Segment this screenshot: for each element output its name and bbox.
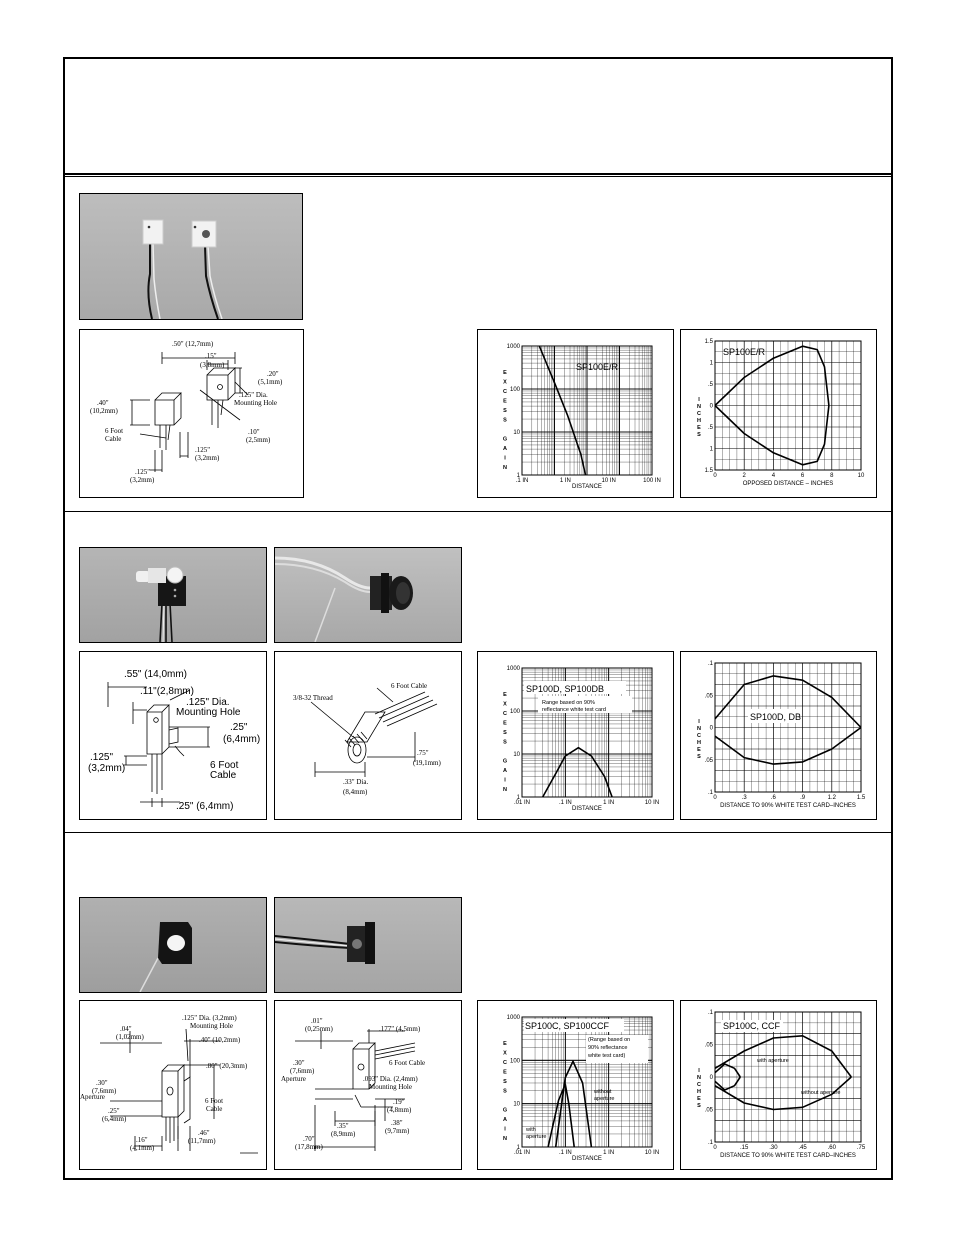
- x-tick-label: .01 IN: [513, 800, 531, 806]
- dim-004-mm: (1,02mm): [116, 1033, 144, 1041]
- y-axis-label-char: G: [502, 436, 508, 443]
- dim-019: .19": [393, 1098, 405, 1106]
- x-tick-label: 100 IN: [643, 478, 661, 484]
- y-axis-label-char: I: [504, 455, 506, 462]
- sp100d-photo: [79, 547, 267, 643]
- y-axis-label-char: I: [698, 719, 700, 725]
- y-axis-label-char: H: [697, 418, 701, 424]
- x-tick-label: 0: [713, 1145, 717, 1151]
- mounting-hole-label: Mounting Hole: [369, 1083, 412, 1091]
- chart-title: SP100C, CCF: [723, 1021, 781, 1031]
- y-axis-label-char: E: [503, 1069, 507, 1076]
- chart-sp100er-gain: [477, 329, 674, 498]
- dim-040: .40": [97, 399, 109, 407]
- dim-016-mm: (4,1mm): [130, 1144, 155, 1152]
- y-tick-label: 0: [709, 1075, 713, 1081]
- dim-040-mm: (10,2mm): [90, 407, 118, 415]
- aperture-label: Aperture: [80, 1093, 105, 1101]
- y-axis-label-char: I: [698, 397, 700, 403]
- y-axis-label-char: G: [502, 758, 508, 765]
- dim-070: .70": [303, 1135, 315, 1143]
- dim-046: .46": [198, 1129, 210, 1137]
- x-tick-label: 4: [771, 473, 776, 479]
- mounting-hole-label: Mounting Hole: [190, 1022, 233, 1030]
- dim-010-mm: (2,5mm): [246, 436, 271, 444]
- x-tick-label: .01 IN: [513, 1150, 531, 1156]
- dim-0125: .125": [90, 752, 114, 763]
- y-tick-label: 1000: [506, 344, 520, 350]
- series-line: [715, 406, 829, 465]
- dim-038-mm: (9,7mm): [385, 1127, 410, 1135]
- y-axis-label-char: N: [697, 404, 701, 410]
- dim-025: .25": [230, 722, 248, 733]
- y-axis-label-char: C: [503, 389, 507, 395]
- y-axis-label-char: I: [698, 1068, 700, 1074]
- dim-015-mm: (3,8mm): [200, 361, 225, 369]
- sp100er-photo: [79, 193, 303, 320]
- dim-050: .50" (12,7mm): [172, 340, 214, 348]
- chart-annotation: without aperture: [801, 1090, 841, 1096]
- x-tick-label: .45: [798, 1145, 807, 1151]
- chart-annotation: with aperture: [757, 1058, 789, 1064]
- y-tick-label: .5: [707, 425, 713, 431]
- y-axis-label-char: E: [503, 692, 507, 698]
- y-axis-label-char: E: [697, 747, 701, 753]
- x-axis-label: DISTANCE: [572, 484, 602, 490]
- y-axis-label-char: C: [503, 1060, 507, 1066]
- dim-075-mm: (19,1mm): [413, 759, 441, 767]
- y-axis-label-char: X: [503, 379, 507, 386]
- dim-038: .38": [391, 1119, 403, 1127]
- y-axis-label-char: S: [503, 1088, 507, 1095]
- x-tick-label: .60: [827, 1145, 836, 1151]
- y-axis-label-char: N: [697, 1075, 701, 1081]
- y-axis-label-char: A: [503, 446, 507, 452]
- sp100er-dimension-drawing: [79, 329, 304, 498]
- y-axis-label-char: N: [503, 1136, 507, 1142]
- chart-grid: [715, 663, 861, 792]
- dim-025-mm: (6,4mm): [223, 734, 261, 745]
- cable-label: Cable: [206, 1105, 223, 1113]
- dim-075: .75": [417, 749, 429, 757]
- y-axis-label-char: E: [503, 720, 507, 727]
- chart-title: SP100E/R: [576, 362, 619, 372]
- cable-label: Cable: [210, 770, 237, 781]
- cable-length: 6 Foot: [105, 427, 124, 435]
- x-tick-label: 6: [800, 473, 805, 479]
- dim-030: .30": [96, 1079, 108, 1087]
- y-axis-label-char: S: [503, 1079, 507, 1085]
- dim-025: .25": [108, 1107, 120, 1115]
- dim-025-bottom: .25" (6,4mm): [176, 801, 234, 812]
- y-axis-label-char: E: [503, 370, 507, 376]
- dim-025-mm: (6,4mm): [102, 1115, 127, 1123]
- y-tick-label: .05: [704, 693, 713, 700]
- x-tick-label: 10 IN: [601, 478, 616, 484]
- y-axis-label-char: I: [504, 1126, 506, 1133]
- x-tick-label: 1.2: [827, 795, 836, 801]
- mounting-hole-dia: .125" Dia.: [239, 391, 268, 399]
- cable-length: 6 Foot: [210, 760, 239, 771]
- x-tick-label: 0: [713, 795, 717, 801]
- y-tick-label: .05: [704, 757, 713, 764]
- chart-sp100d-beam: [680, 651, 877, 820]
- dim-001-mm: (0,25mm): [305, 1025, 333, 1033]
- dim-0125-left: .125": [135, 468, 151, 476]
- y-tick-label: 0: [709, 403, 713, 410]
- y-axis-label-char: E: [503, 1041, 507, 1047]
- chart-grid: [715, 341, 861, 470]
- x-tick-label: .15: [740, 1145, 749, 1151]
- x-tick-label: 10: [857, 473, 865, 479]
- y-tick-label: 1: [709, 360, 713, 367]
- dim-004: .04": [120, 1025, 132, 1033]
- y-tick-label: 10: [513, 752, 520, 758]
- y-axis-label-char: S: [503, 739, 507, 746]
- y-tick-label: 1.5: [704, 339, 713, 345]
- chart-title: SP100D, DB: [750, 712, 802, 722]
- y-axis-label-char: C: [697, 733, 701, 739]
- dim-0125-right-mm: (3,2mm): [195, 454, 220, 462]
- x-axis-label: OPPOSED DISTANCE – INCHES: [742, 481, 834, 487]
- dim-033-mm: (8,4mm): [343, 788, 368, 796]
- dim-0177: .177" (4,5mm): [379, 1025, 421, 1033]
- dim-011: .11"(2,8mm): [140, 686, 194, 697]
- y-axis-label-char: G: [502, 1107, 508, 1114]
- dim-001: .01": [311, 1017, 323, 1025]
- chart-annotation: 90% reflectance: [588, 1045, 628, 1051]
- chart-sp100er-beam: [680, 329, 877, 498]
- mounting-hole-dia: .125" Dia. (3,2mm): [182, 1014, 237, 1022]
- chart-sp100d-gain: [477, 651, 674, 820]
- y-tick-label: .1: [707, 1140, 713, 1146]
- x-tick-label: .9: [800, 795, 806, 801]
- y-tick-label: .5: [707, 382, 713, 388]
- y-axis-label-char: E: [697, 425, 701, 431]
- y-axis-label-char: E: [503, 398, 507, 405]
- y-axis-label-char: A: [503, 1117, 507, 1123]
- series-line: [543, 748, 612, 797]
- y-axis-label-char: I: [504, 777, 506, 784]
- dim-030: .30": [293, 1059, 305, 1067]
- dim-016: .16": [136, 1136, 148, 1144]
- dim-033: .33" Dia.: [343, 778, 369, 786]
- dim-019-mm: (4,8mm): [387, 1106, 412, 1114]
- sp100c-photo: [79, 897, 267, 993]
- y-axis-label-char: C: [503, 711, 507, 717]
- header-separator-inner: [65, 176, 891, 177]
- sp100db-photo: [274, 547, 462, 643]
- y-axis-label-char: S: [697, 754, 701, 760]
- dim-030-mm: (7,6mm): [92, 1087, 117, 1095]
- dim-035-mm: (8,9mm): [331, 1130, 356, 1138]
- x-tick-label: .1 IN: [558, 800, 572, 806]
- x-axis-label: DISTANCE TO 90% WHITE TEST CARD–INCHES: [720, 1153, 856, 1159]
- y-axis-label-char: N: [503, 465, 507, 471]
- header-separator: [65, 173, 891, 175]
- y-tick-label: 1: [709, 446, 713, 453]
- sp100db-dimension-drawing: [274, 651, 462, 820]
- y-axis-label-char: E: [697, 1096, 701, 1102]
- y-axis-label-char: H: [697, 740, 701, 746]
- chart-sp100c-gain: [477, 1000, 674, 1170]
- x-tick-label: 8: [830, 473, 834, 479]
- cable-label: Cable: [105, 435, 122, 443]
- sp100ccf-dimension-drawing: [274, 1000, 462, 1170]
- x-tick-label: 1 IN: [603, 800, 615, 806]
- dim-040: .40" (10,2mm): [199, 1036, 241, 1044]
- y-tick-label: 1: [516, 1145, 520, 1151]
- cable-length: 6 Foot: [205, 1097, 224, 1105]
- y-tick-label: 1: [516, 473, 520, 479]
- dim-046-mm: (11,7mm): [188, 1137, 216, 1145]
- y-axis-label-char: N: [503, 787, 507, 793]
- y-tick-label: .1: [707, 1010, 713, 1016]
- chart-annotation: (Range based on: [588, 1037, 631, 1043]
- x-tick-label: 1.5: [856, 795, 866, 801]
- y-axis-label-char: X: [503, 1050, 507, 1057]
- chart-annotation: Range based on 90%: [542, 700, 595, 706]
- y-axis-label-char: H: [697, 1089, 701, 1095]
- x-tick-label: .3: [741, 795, 747, 801]
- y-axis-label-char: C: [697, 1082, 701, 1088]
- chart-annotation: reflectance white test card: [542, 707, 606, 713]
- y-tick-label: 10: [513, 1101, 520, 1108]
- section-separator-1: [65, 511, 891, 512]
- x-tick-label: .1 IN: [558, 1150, 572, 1156]
- dim-0125-mm: (3,2mm): [88, 763, 126, 774]
- y-tick-label: 100: [509, 1058, 520, 1065]
- dim-020-mm: (5,1mm): [258, 378, 283, 386]
- x-tick-label: 10 IN: [644, 1150, 660, 1156]
- y-tick-label: 1000: [506, 1015, 520, 1021]
- x-axis-label: DISTANCE: [572, 806, 602, 812]
- dim-055: .55" (14,0mm): [124, 669, 188, 680]
- x-tick-label: 1 IN: [603, 1150, 615, 1156]
- thread-label: 3/8-32 Thread: [293, 694, 333, 702]
- dim-035: .35": [337, 1122, 349, 1130]
- chart-title: SP100E/R: [723, 347, 766, 357]
- y-axis-label-char: X: [503, 701, 507, 708]
- y-tick-label: 1: [516, 795, 520, 801]
- chart-annotation: white test card): [588, 1053, 626, 1059]
- aperture-label: Aperture: [281, 1075, 306, 1083]
- chart-annotation: without: [594, 1089, 612, 1095]
- section-separator-2: [65, 832, 891, 833]
- y-axis-label-char: S: [503, 730, 507, 736]
- x-tick-label: .75: [856, 1145, 866, 1151]
- sp100c-dimension-drawing: [79, 1000, 267, 1170]
- mounting-hole-dia: .125" Dia.: [186, 697, 230, 708]
- chart-sp100c-beam: [680, 1000, 877, 1170]
- dim-0125-right: .125": [195, 446, 211, 454]
- y-tick-label: 1.5: [704, 468, 713, 474]
- mounting-hole-label: Mounting Hole: [234, 399, 277, 407]
- y-tick-label: 100: [509, 709, 520, 715]
- dim-015: .15": [205, 352, 217, 360]
- y-tick-label: 1000: [506, 666, 520, 672]
- chart-annotation: aperture: [526, 1134, 547, 1140]
- chart-annotation: aperture: [594, 1096, 615, 1102]
- x-tick-label: 10 IN: [644, 800, 660, 806]
- mounting-hole-label: Mounting Hole: [176, 707, 241, 718]
- y-tick-label: .05: [704, 1042, 713, 1049]
- dim-080: .80" (20,3mm): [206, 1062, 248, 1070]
- x-tick-label: .1 IN: [515, 478, 529, 484]
- y-tick-label: 10: [513, 430, 520, 436]
- x-tick-label: .6: [770, 795, 776, 801]
- x-axis-label: DISTANCE: [572, 1156, 602, 1162]
- cable-label: 6 Foot Cable: [391, 682, 428, 690]
- y-axis-label-char: S: [503, 417, 507, 424]
- y-axis-label-char: A: [503, 768, 507, 774]
- y-axis-label-char: C: [697, 411, 701, 417]
- sp100ccf-photo: [274, 897, 462, 993]
- x-tick-label: 2: [742, 473, 746, 479]
- x-tick-label: .30: [769, 1145, 778, 1151]
- x-axis-label: DISTANCE TO 90% WHITE TEST CARD–INCHES: [720, 803, 856, 809]
- mounting-hole-dia: .093" Dia. (2,4mm): [363, 1075, 418, 1083]
- chart-title: SP100D, SP100DB: [526, 684, 605, 694]
- y-tick-label: .1: [707, 790, 713, 796]
- y-tick-label: .1: [707, 661, 713, 667]
- y-axis-label-char: S: [697, 432, 701, 438]
- dim-020: .20": [267, 370, 279, 378]
- cable-label: 6 Foot Cable: [389, 1059, 426, 1067]
- chart-annotation: with: [526, 1127, 536, 1133]
- dim-030-mm: (7,6mm): [290, 1067, 315, 1075]
- dim-010: .10": [248, 428, 260, 436]
- x-tick-label: 1 IN: [559, 478, 571, 484]
- chart-title: SP100C, SP100CCF: [525, 1021, 610, 1031]
- x-tick-label: 0: [713, 473, 717, 479]
- y-tick-label: 100: [509, 387, 520, 393]
- y-axis-label-char: N: [697, 726, 701, 732]
- y-axis-label-char: S: [697, 1103, 701, 1109]
- y-tick-label: .05: [704, 1107, 713, 1114]
- dim-0125-left-mm: (3,2mm): [130, 476, 155, 484]
- sp100d-dimension-drawing: [79, 651, 267, 820]
- dim-070-mm: (17,8mm): [295, 1143, 323, 1151]
- y-axis-label-char: S: [503, 408, 507, 414]
- y-tick-label: 0: [709, 725, 713, 732]
